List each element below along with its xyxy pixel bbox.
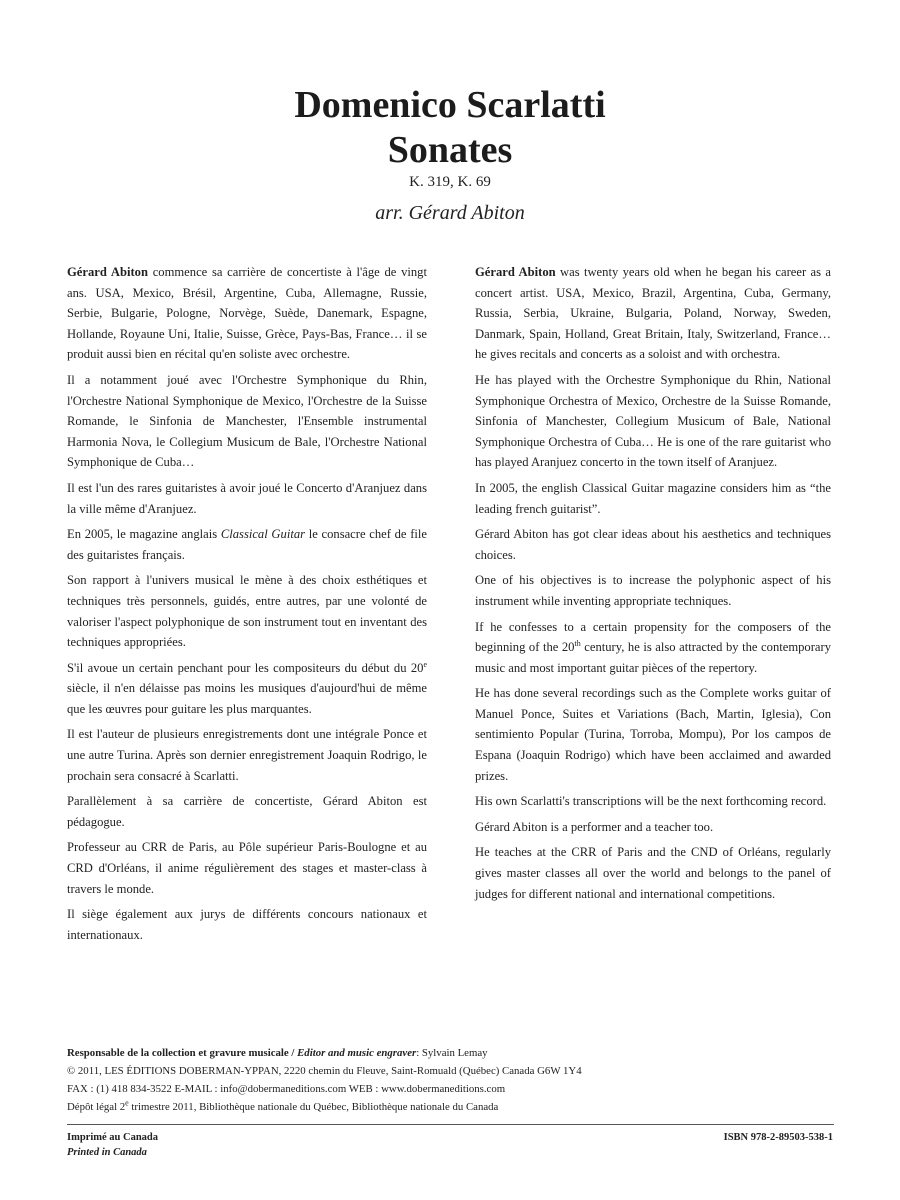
bio-en-text: century, he is also attracted by the contemporary music and most important guitar pièces of the repertory. (475, 640, 831, 675)
biography-french (67, 262, 427, 950)
bio-fr-text: En 2005, le magazine anglais (67, 527, 221, 542)
editor-line (67, 1044, 837, 1062)
bio-fr-paragraph (67, 658, 427, 720)
bio-en-paragraph: In 2005, the english Classical Guitar magazine considers him as “the leading french guitarist”. (475, 480, 831, 516)
printed-in (67, 1130, 158, 1160)
publisher-credits (67, 1044, 837, 1116)
bio-fr-name: Gérard Abiton (67, 265, 148, 279)
bio-fr-paragraph: Son rapport à l'univers musical le mène à des choix esthétiques et techniques très personnels, guidés, entre autres, par une volonté de valoriser l'aspect polyphonique de son instrument tout en inventant des techniques appropriées. (67, 573, 427, 650)
superscript: e (423, 659, 427, 669)
bio-fr-paragraph: Il est l'un des rares guitaristes à avoir joué le Concerto d'Aranjuez dans la ville même d'Aranjuez. (67, 480, 427, 516)
catalog-numbers: K. 319, K. 69 (409, 174, 491, 190)
bio-fr-text: S'il avoue un certain penchant pour les compositeurs du début du 20 (67, 660, 424, 675)
bio-fr-text: siècle, il n'en délaisse pas moins les musiques d'aujourd'hui de même que les œuvres pour guitare les plus marquantes. (67, 681, 427, 716)
editor-role-fr: Responsable de la collection et gravure musicale / (67, 1047, 298, 1059)
legal-deposit-line (67, 1098, 837, 1116)
bio-en-paragraph: His own Scarlatti's transcriptions will be the next forthcoming record. (475, 794, 827, 809)
copyright-line: © 2011, LES ÉDITIONS DOBERMAN-YPPAN, 2220 chemin du Fleuve, Saint-Romuald (Québec) Canada G6W 1Y4 (67, 1065, 582, 1077)
bio-en-paragraph (475, 617, 831, 679)
isbn: ISBN 978-2-89503-538-1 (723, 1132, 833, 1143)
bio-en-paragraph: One of his objectives is to increase the polyphonic aspect of his instrument while inventing appropriate techniques. (475, 573, 831, 608)
legal-text: Dépôt légal 2 (67, 1101, 126, 1113)
bio-en-paragraph: He has done several recordings such as the Complete works guitar of Manuel Ponce, Suites et Variations (Bach, Martin, Iglesia), Con sentimiento Popular (Turina, Torroba, Mompu), Por los campos de Espana (Joaquin Rodrigo) which have been acclaimed and awarded prizes. (475, 686, 831, 783)
bio-fr-paragraph: Parallèlement à sa carrière de concertiste, Gérard Abiton est pédagogue. (67, 794, 427, 829)
bio-fr-paragraph (67, 524, 427, 565)
bio-fr-text: commence sa carrière de concertiste à l'âge de vingt ans. USA, Mexico, Brésil, Argentine, Cuba, Allemagne, Russie, Serbie, Bulgarie, Pologne, Norvège, Suède, Danemark, Espagne, Hollande, Royaune Uni, Italie, Suisse, Grèce, Pays-Bas, France… il se produit aussi bien en récital qu'en soliste avec orchestre. (67, 265, 427, 362)
bio-en-paragraph: He teaches at the CRR of Paris and the CND of Orléans, regularly gives master classes all over the world and belongs to the panel of judges for different national and international competitions. (475, 845, 831, 901)
arranger-credit: arr. Gérard Abiton (375, 202, 525, 224)
composer-title: Domenico Scarlatti (294, 84, 606, 126)
footer-divider (67, 1124, 834, 1125)
bio-en-name: Gérard Abiton (475, 265, 556, 279)
magazine-name: Classical Guitar (220, 527, 306, 542)
bio-en-text: If he confesses to a certain propensity for the composers of the beginning of the 20 (475, 619, 831, 655)
bio-fr-paragraph (67, 262, 427, 365)
bio-en-paragraph: Gérard Abiton is a performer and a teacher too. (475, 819, 714, 834)
bio-fr-paragraph: Professeur au CRR de Paris, au Pôle supérieur Paris-Boulogne et au CRD d'Orléans, il anime régulièrement des stages et master-class à travers le monde. (67, 840, 427, 896)
printed-fr: Imprimé au Canada (67, 1132, 159, 1143)
bio-fr-paragraph: Il siège également aux jurys de différents concours nationaux et internationaux. (67, 907, 427, 942)
bio-en-paragraph: Gérard Abiton has got clear ideas about his aesthetics and techniques choices. (475, 527, 831, 562)
superscript: th (574, 638, 581, 648)
printed-en: Printed in Canada (67, 1147, 147, 1158)
work-title: Sonates (387, 129, 513, 171)
bio-en-text: was twenty years old when he began his career as a concert artist. USA, Mexico, Brazil, Argentina, Cuba, Germany, Russia, Serbia, Ukraine, Bulgaria, Poland, Norway, Sweden, Danmark, Spain, Holland, Great Britain, Italy, Switzerland, France… he gives recitals and concerts as a soloist and with orchestra. (475, 265, 831, 362)
biography-english (475, 262, 831, 909)
legal-text: trimestre 2011, Bibliothèque nationale du Québec, Bibliothèque nationale du Canada (128, 1101, 499, 1113)
editor-role-en: Editor and music engraver (297, 1047, 417, 1059)
superscript: e (125, 1098, 129, 1108)
bio-en-paragraph: He has played with the Orchestre Symphonique du Rhin, National Symphonique Orchestra of Mexico, Orchestre de la Suisse Romande, Sinfonia of Manchester, Collegium Musicum of Bale, National Symphonique Orchestra of Cuba… He is one of the rare guitarist who has played Aranjuez concerto in the town itself of Aranjuez. (475, 372, 831, 470)
bio-fr-paragraph: Il est l'auteur de plusieurs enregistrements dont une intégrale Ponce et une autre Turina. Après son dernier enregistrement Joaquin Rodrigo, le prochain sera consacré à Scarlatti. (67, 727, 427, 783)
contact-line: FAX : (1) 418 834-3522 E-MAIL : info@dobermaneditions.com WEB : www.dobermaneditions.com (67, 1083, 506, 1095)
bio-fr-paragraph: Il a notamment joué avec l'Orchestre Symphonique du Rhin, l'Orchestre National Symphonique de Mexico, l'Orchestre de la Suisse Romande, le Sinfonia de Manchester, l'Ensemble instrumental Harmonia Nova, le Collegium Musicum de Bale, l'Orchestre National Symphonique de Cuba… (67, 372, 427, 470)
editor-name: : Sylvain Lemay (416, 1047, 488, 1059)
title-block (0, 82, 900, 226)
bio-fr-text: le consacre chef de file des guitaristes français. (67, 527, 427, 562)
bio-en-paragraph (475, 262, 831, 365)
